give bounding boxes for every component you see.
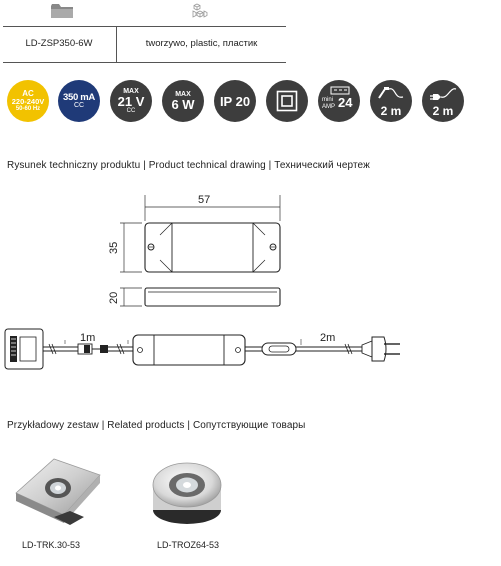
ac-line1: AC <box>22 89 34 99</box>
ac-line2: 220-240V <box>11 97 45 107</box>
technical-drawing <box>0 185 501 375</box>
double-insulation-badge <box>266 80 308 122</box>
material-text: tworzywo, plastic, пластик <box>145 38 258 49</box>
connector-badge <box>318 80 360 122</box>
cable2-value: 2 m <box>432 104 454 118</box>
depth-dimension: 20 <box>108 291 120 304</box>
technical-drawing-title: Rysunek techniczny produktu | Product technical drawing | Технический чертеж <box>7 160 370 171</box>
product-image-trk <box>10 455 105 535</box>
plug-cable-badge <box>422 80 464 122</box>
cc-line1: 350 mA <box>63 91 95 103</box>
cc-current-badge <box>58 80 100 122</box>
product-code: LD-ZSP350-6W <box>25 38 93 49</box>
connector-top: mini <box>322 97 334 103</box>
power-top: MAX <box>175 91 191 98</box>
connector-sub: AMP <box>322 104 336 110</box>
related-item-2-name: LD-TROZ64-53 <box>157 540 220 550</box>
cable1-length-label: 1m <box>80 332 96 344</box>
ip-rating-badge <box>214 80 256 122</box>
related-products-title: Przykładowy zestaw | Related products | Сопутствующие товары <box>7 420 306 431</box>
max-power-badge <box>162 80 204 122</box>
cable-length-badge <box>370 80 412 122</box>
cable1-value: 2 m <box>380 104 402 118</box>
double-insulation-icon <box>276 90 298 112</box>
ac-line3: 50-60 Hz <box>15 105 41 112</box>
height-dimension: 35 <box>108 241 120 254</box>
cable2-length-label: 2m <box>320 332 336 344</box>
power-value: 6 W <box>171 97 195 112</box>
cubes-icon <box>192 3 208 24</box>
max-voltage-badge <box>110 80 152 122</box>
ip-value: IP 20 <box>219 93 251 109</box>
related-item-1-name: LD-TRK.30-53 <box>22 540 81 550</box>
cc-line2: CC <box>73 102 85 110</box>
width-dimension: 57 <box>198 194 211 206</box>
product-image-troz <box>145 455 230 535</box>
folder-icon <box>50 3 74 24</box>
connector-value: 24 <box>338 95 353 110</box>
ac-voltage-badge <box>7 80 49 122</box>
voltage-top: MAX <box>123 88 139 95</box>
voltage-value: 21 V <box>117 94 145 109</box>
voltage-sub: CC <box>126 108 136 114</box>
